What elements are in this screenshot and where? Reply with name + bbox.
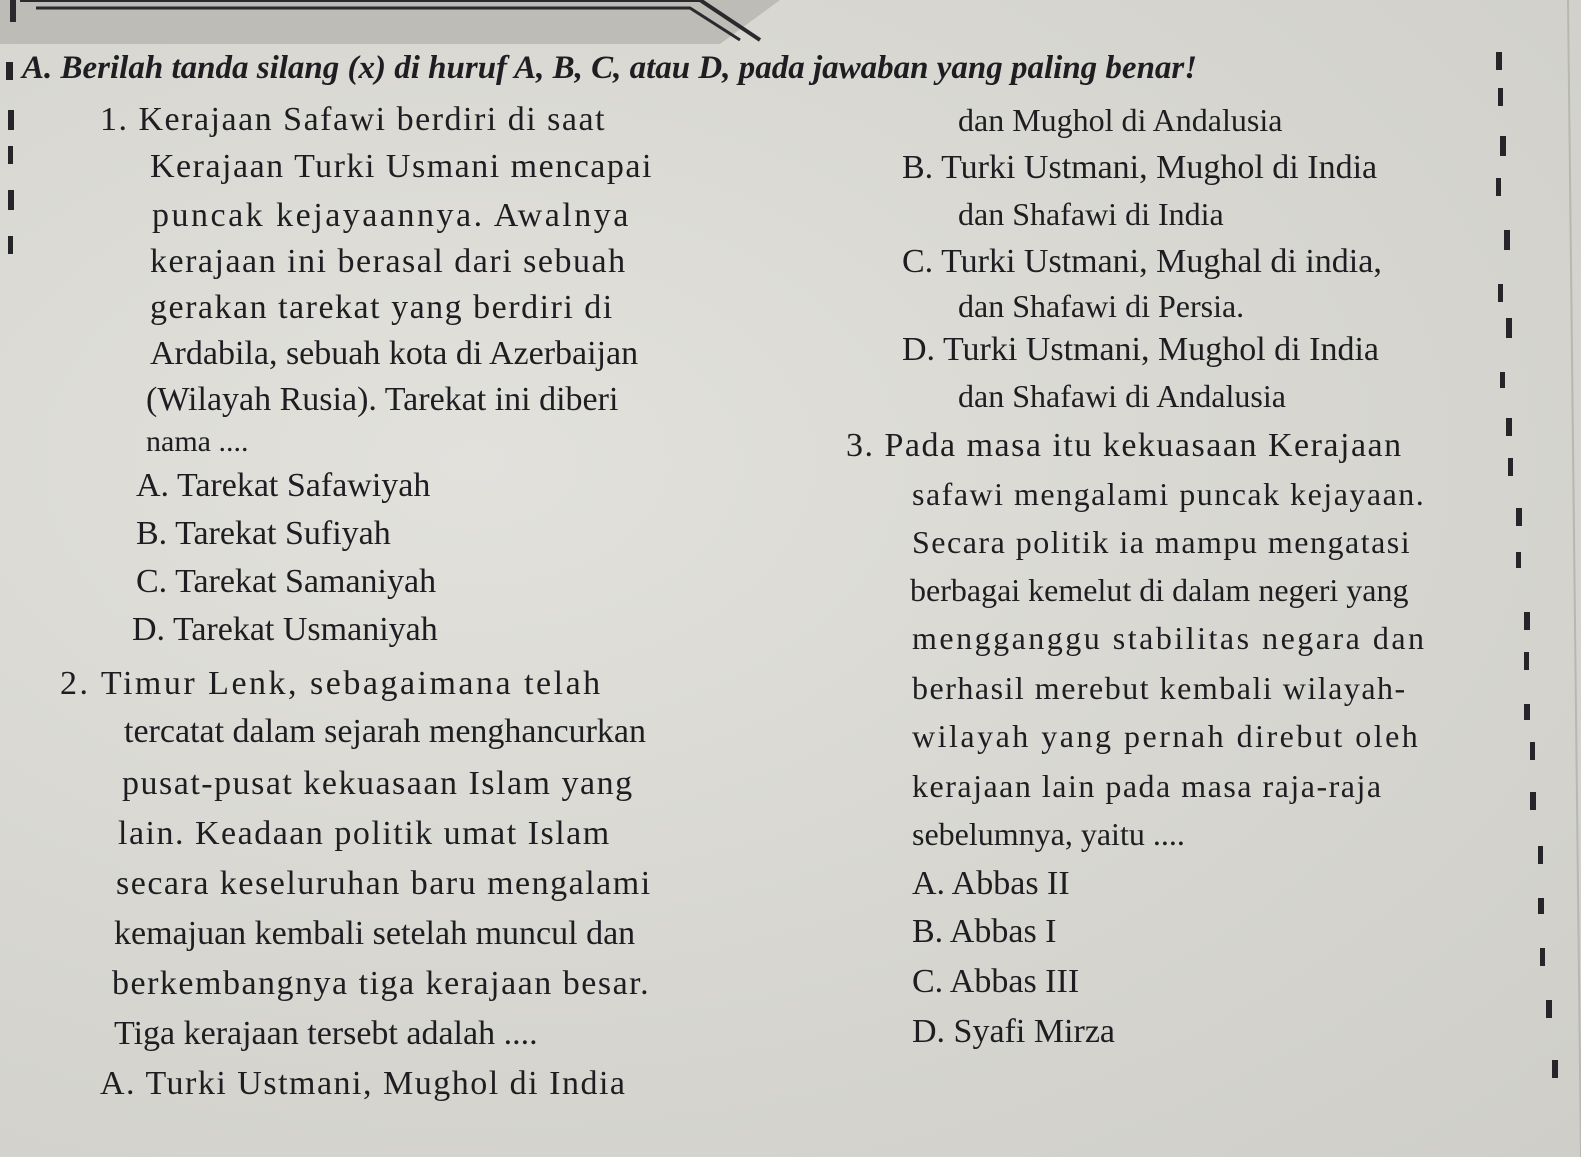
q2-line: berkembangnya tiga kerajaan besar. — [112, 965, 651, 1002]
q2-line: pusat-pusat kekuasaan Islam yang — [122, 765, 634, 802]
section-heading: A. Berilah tanda silang (x) di huruf A, B, C, atau D, pada jawaban yang paling benar! — [22, 50, 1198, 86]
q2-line: lain. Keadaan politik umat Islam — [118, 815, 611, 852]
q2-option-d-cont: dan Shafawi di Andalusia — [958, 378, 1286, 414]
q3-option-b[interactable]: B. Abbas I — [912, 913, 1057, 950]
q1-line: Ardabila, sebuah kota di Azerbaijan — [150, 335, 639, 372]
q1-line: (Wilayah Rusia). Tarekat ini diberi — [146, 381, 619, 418]
q3-line: berbagai kemelut di dalam negeri yang — [910, 572, 1409, 608]
q1-line: nama .... — [146, 425, 249, 458]
q1-option-b[interactable]: B. Tarekat Sufiyah — [136, 515, 391, 552]
q1-line: kerajaan ini berasal dari sebuah — [150, 243, 627, 280]
q1-line: gerakan tarekat yang berdiri di — [150, 289, 614, 326]
q3-line: sebelumnya, yaitu .... — [912, 816, 1185, 852]
q3-line: safawi mengalami puncak kejayaan. — [912, 476, 1426, 512]
q1-option-c[interactable]: C. Tarekat Samaniyah — [136, 563, 437, 600]
q1-line: 1. Kerajaan Safawi berdiri di saat — [100, 101, 607, 138]
q3-option-d[interactable]: D. Syafi Mirza — [912, 1013, 1116, 1050]
q3-line: kerajaan lain pada masa raja-raja — [912, 768, 1383, 804]
q3-option-c[interactable]: C. Abbas III — [912, 963, 1080, 1000]
q2-line: kemajuan kembali setelah muncul dan — [114, 915, 636, 952]
q2-option-a[interactable]: A. Turki Ustmani, Mughol di India — [100, 1065, 627, 1102]
q2-option-b[interactable]: B. Turki Ustmani, Mughol di India — [902, 149, 1378, 186]
q1-option-a[interactable]: A. Tarekat Safawiyah — [136, 467, 431, 504]
q2-line: secara keseluruhan baru mengalami — [116, 865, 652, 902]
q3-line: 3. Pada masa itu kekuasaan Kerajaan — [846, 427, 1403, 464]
q1-line: Kerajaan Turki Usmani mencapai — [150, 148, 653, 185]
q2-line: Tiga kerajaan tersebt adalah .... — [114, 1015, 538, 1052]
q2-option-c[interactable]: C. Turki Ustmani, Mughal di india, — [902, 243, 1382, 280]
q2-option-b-cont: dan Shafawi di India — [958, 196, 1224, 232]
q3-line: Secara politik ia mampu mengatasi — [912, 524, 1412, 560]
q2-option-d[interactable]: D. Turki Ustmani, Mughol di India — [902, 331, 1379, 368]
q1-option-d[interactable]: D. Tarekat Usmaniyah — [132, 611, 438, 648]
q2-line: 2. Timur Lenk, sebagaimana telah — [60, 665, 603, 702]
q3-line: berhasil merebut kembali wilayah- — [912, 670, 1407, 706]
q2-option-c-cont: dan Shafawi di Persia. — [958, 288, 1245, 324]
q3-option-a[interactable]: A. Abbas II — [912, 865, 1070, 902]
q2-line: tercatat dalam sejarah menghancurkan — [124, 713, 647, 750]
q2-option-a-cont: dan Mughol di Andalusia — [958, 102, 1283, 138]
q3-line: wilayah yang pernah direbut oleh — [912, 718, 1421, 754]
q3-line: mengganggu stabilitas negara dan — [912, 620, 1427, 656]
q1-line: puncak kejayaannya. Awalnya — [152, 197, 631, 234]
